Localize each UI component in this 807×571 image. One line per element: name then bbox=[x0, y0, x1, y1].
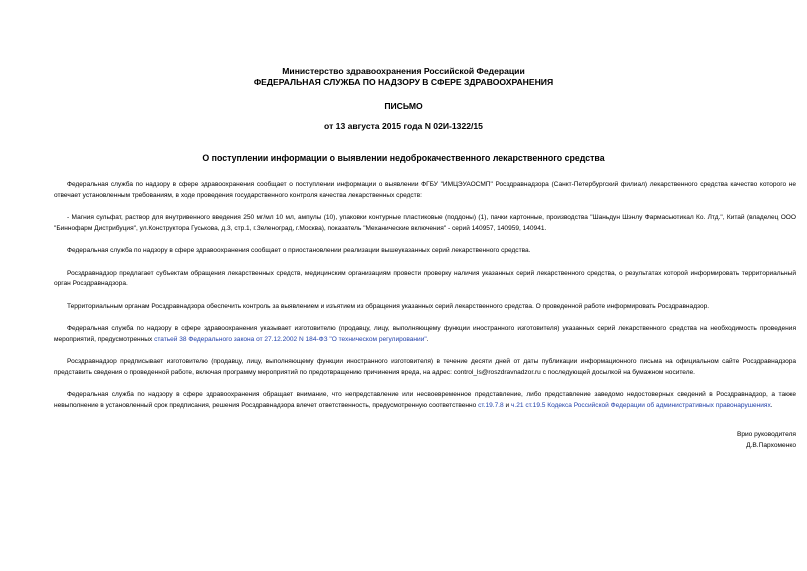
paragraph-3: Федеральная служба по надзору в сфере здравоохранения сообщает о приостановлении реализации вышеуказанных серий лекарственного средства. bbox=[67, 247, 531, 254]
paragraph-2: - Магния сульфат, раствор для внутривенного введения 250 мг/мл 10 мл, ампулы (10), упаковки контурные пластиковые (поддоны) (1), пачки картонные, производства "Шаньдун Шэнлу Фармасьютикал Ко. Лтд.", Китай (владелец ООО "Биннофарм Дистрибуция", ул.Конструктора Гуськова, д.3, стр.1, г.Зеленоград, г.Москва), показатель "Механические включения" - серий 140957, 140959, 140941. bbox=[54, 214, 796, 232]
paragraph-8-end: . bbox=[770, 401, 773, 409]
letter-subject: О поступлении информации о выявлении недоброкачественного лекарственного средства bbox=[202, 153, 605, 163]
koap-link[interactable]: Кодекса Российской Федерации об административных правонарушениях bbox=[547, 401, 771, 409]
paragraph-7: Росздравнадзор предписывает изготовителю (продавцу, лицу, выполняющему функции иностранного изготовителя) в течение десяти дней от даты публикации информационного письма на официальном сайте Росздравнадзора представить сведения о проведенной работе, включая программу мероприятий по предотвращению причинения вреда, на адрес: control_ls@roszdravnadzor.ru с последующей досылкой на бумажном носителе. bbox=[54, 358, 796, 376]
letter-body bbox=[54, 180, 796, 423]
law-38-link[interactable]: статьей 38 Федерального закона от 27.12.2002 N 184-ФЗ "О техническом регулировании" bbox=[154, 335, 427, 343]
paragraph-8-mid-1: и bbox=[503, 401, 511, 409]
signatory-position: Врио руководителя bbox=[736, 431, 796, 438]
service-name: ФЕДЕРАЛЬНАЯ СЛУЖБА ПО НАДЗОРУ В СФЕРЕ ЗДРАВООХРАНЕНИЯ bbox=[253, 76, 554, 87]
paragraph-5: Территориальным органам Росздравнадзора обеспечить контроль за выявлением и изъятием из обращения указанных серий лекарственного средства. О проведенной работе информировать Росздравнадзор. bbox=[67, 302, 710, 310]
paragraph-6-text: Федеральная служба по надзору в сфере здравоохранения указывает изготовителю (продавцу, лицу, выполняющему функции иностранного изготовителя) указанных серий лекарственного средства на необходимость проведения мероприятий, предусмотренных bbox=[54, 325, 796, 343]
paragraph-6-end: . bbox=[426, 335, 429, 343]
paragraph-4: Росздравнадзор предлагает субъектам обращения лекарственных средств, медицинским организациям провести проверку наличия указанных серий лекарственного средства, о результатах которой информировать территориальный орган Росздравнадзора. bbox=[54, 269, 796, 287]
paragraph-1: Федеральная служба по надзору в сфере здравоохранения сообщает о поступлении информации о выявлении ФГБУ "ИМЦЭУАОСМП" Росздравнадзора (Санкт-Петербургский филиал) лекарственного средства качество которого не отвечает установленным требованиям, в ходе проведения государственного контроля качества лекарственных средств: bbox=[54, 181, 796, 199]
document-header bbox=[0, 66, 807, 87]
letter-type: ПИСЬМО bbox=[384, 101, 423, 111]
signature-block bbox=[737, 430, 796, 451]
paragraph-8 bbox=[54, 390, 796, 411]
ministry-name: Министерство здравоохранения Российской Федерации bbox=[282, 66, 525, 76]
signatory-name: Д.В.Пархоменко bbox=[746, 441, 796, 449]
letter-date: от 13 августа 2015 года N 02И-1322/15 bbox=[324, 121, 483, 131]
article-19-5-link[interactable]: ч.21 ст.19.5 bbox=[510, 401, 546, 409]
paragraph-8-text: Федеральная служба по надзору в сфере здравоохранения обращает внимание, что непредставление или несвоевременное представление, либо представление заведомо недостоверных сведений в Росздравнадзор, а также невыполнение в установленный срок предписания, решения Росздравнадзора влечет ответственность, предусмотренную соответственно bbox=[54, 391, 796, 409]
paragraph-6 bbox=[54, 324, 796, 345]
article-19-7-8-link[interactable]: ст.19.7.8 bbox=[478, 401, 504, 409]
